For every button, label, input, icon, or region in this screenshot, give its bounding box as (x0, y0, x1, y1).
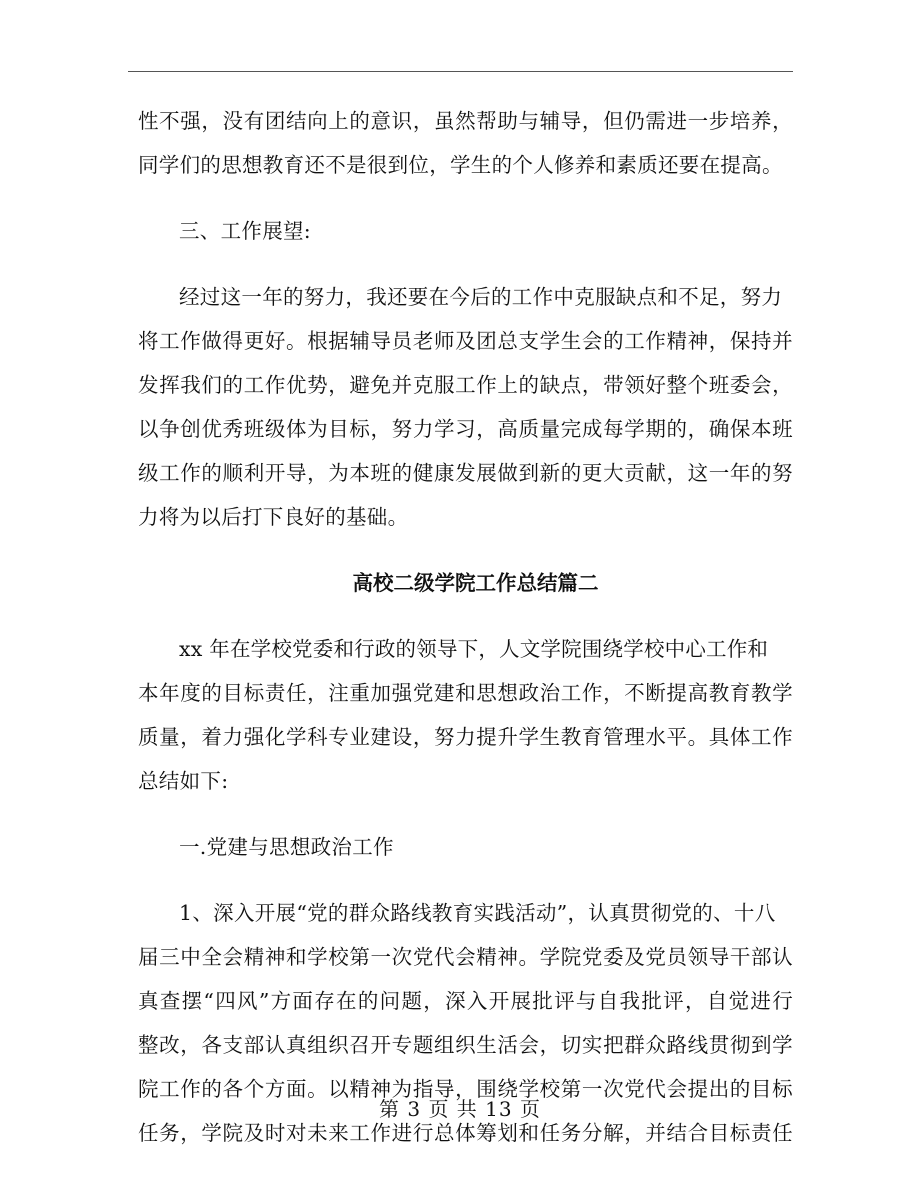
page-number-footer: 第 3 页 共 13 页 (379, 1097, 541, 1121)
text-line: 真查摆“四风”方面存在的问题，深入开展批评与自我批评，自觉进行 (138, 989, 793, 1013)
text-line: 1、深入开展“党的群众路线教育实践活动”，认真贯彻党的、十八 (179, 901, 776, 925)
text-line: 总结如下: (138, 769, 229, 793)
text-line: 届三中全会精神和学校第一次党代会精神。学院党委及党员领导干部认 (138, 945, 793, 969)
text-line: 任务，学院及时对未来工作进行总体筹划和任务分解，并结合目标责任 (138, 1121, 793, 1145)
text-line: 质量，着力强化学科专业建设，努力提升学生教育管理水平。具体工作 (138, 725, 793, 749)
text-line: 以争创优秀班级体为目标，努力学习，高质量完成每学期的，确保本班 (138, 417, 793, 441)
text-line: 力将为以后打下良好的基础。 (138, 505, 409, 529)
text-line: 性不强，没有团结向上的意识，虽然帮助与辅导，但仍需进一步培养， (138, 109, 793, 133)
text-line: xx 年在学校党委和行政的领导下，人文学院围绕学校中心工作和 (179, 637, 769, 661)
text-line: 同学们的思想教育还不是很到位，学生的个人修养和素质还要在提高。 (138, 153, 783, 177)
text-line: 级工作的顺利开导，为本班的健康发展做到新的更大贡献，这一年的努 (138, 461, 793, 485)
text-line: 发挥我们的工作优势，避免并克服工作上的缺点，带领好整个班委会， (138, 373, 793, 397)
text-line: 将工作做得更好。根据辅导员老师及团总支学生会的工作精神，保持并 (138, 329, 793, 353)
subheading: 一.党建与思想政治工作 (179, 835, 394, 859)
text-line: 本年度的目标责任，注重加强党建和思想政治工作，不断提高教育教学 (138, 681, 793, 705)
text-line: 经过这一年的努力，我还要在今后的工作中克服缺点和不足，努力 (179, 285, 783, 309)
text-line: 整改，各支部认真组织召开专题组织生活会，切实把群众路线贯彻到学 (138, 1033, 793, 1057)
header-rule (128, 71, 793, 72)
document-body (138, 99, 793, 1155)
section-title: 高校二级学院工作总结篇二 (352, 571, 599, 595)
subheading: 三、工作展望: (179, 219, 312, 243)
text-line: 院工作的各个方面。以精神为指导，围绕学校第一次党代会提出的目标 (138, 1077, 793, 1101)
